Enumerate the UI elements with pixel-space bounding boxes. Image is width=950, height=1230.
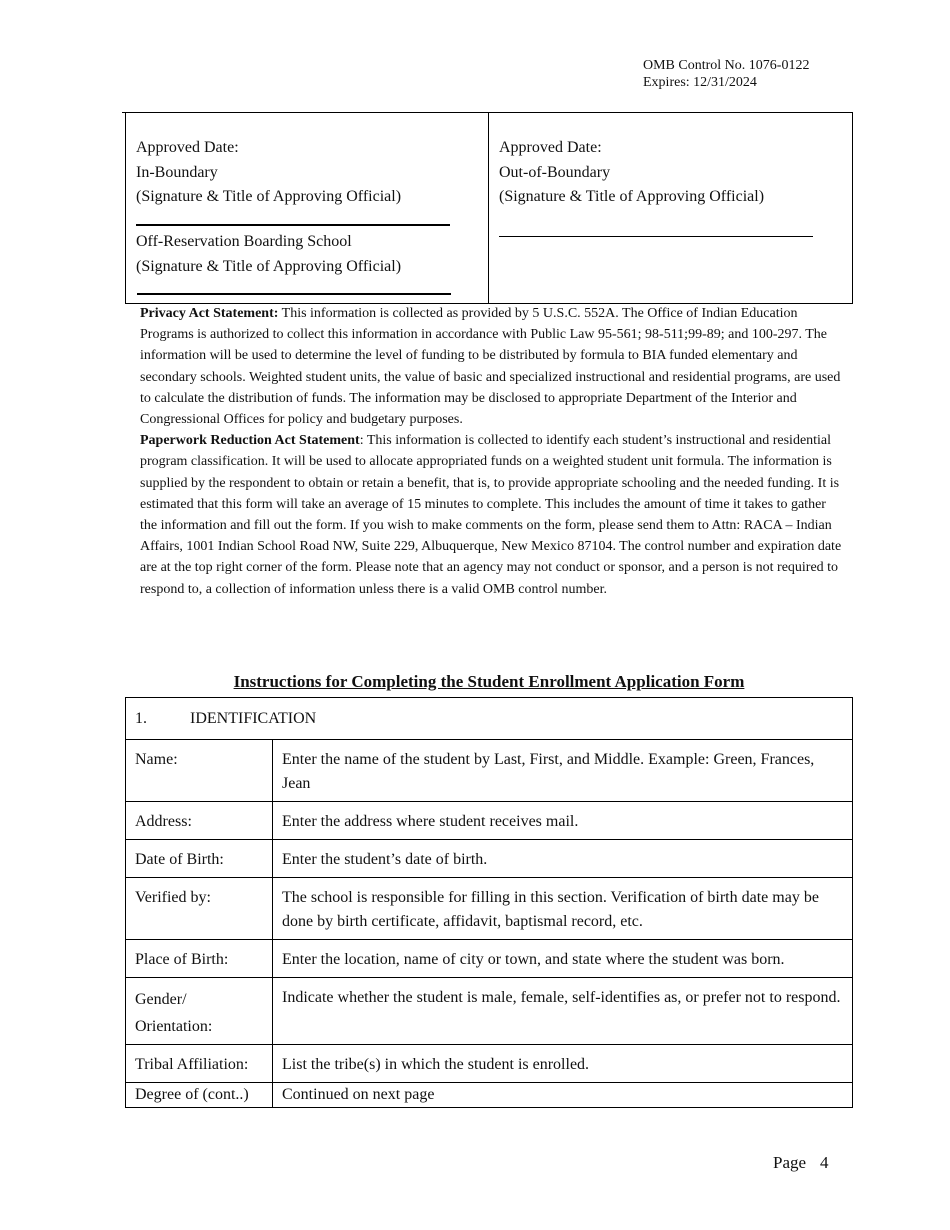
page-value: 4: [820, 1153, 829, 1172]
privacy-act-heading: Privacy Act Statement:: [140, 306, 279, 321]
table-row: [126, 802, 853, 840]
row-text: Indicate whether the student is male, female, self-identifies as, or prefer not to respond.: [273, 978, 853, 1045]
row-label: Tribal Affiliation:: [126, 1045, 273, 1083]
row-text: The school is responsible for filling in this section. Verification of birth date may be done by birth certificate, affidavit, baptismal record, etc.: [273, 878, 853, 940]
table-row: [126, 840, 853, 878]
row-text: Enter the location, name of city or town, and state where the student was born.: [273, 940, 853, 978]
row-label-line: Gender/: [135, 991, 187, 1008]
instructions-table: [125, 697, 853, 1108]
table-row: [126, 1045, 853, 1083]
page-number: [773, 1153, 829, 1173]
row-text: List the tribe(s) in which the student is enrolled.: [273, 1045, 853, 1083]
paperwork-reduction-body: : This information is collected to identify each student’s instructional and residential program classification. It will be used to allocate appropriated funds on a weighted student unit formula. The information is supplied by the respondent to obtain or retain a benefit, that is, to provide appropriate schooling and the needed funding. It is estimated that this form will take an average of 15 minutes to complete. This includes the amount of time it takes to gather the information and fill out the form. If you wish to make comments on the form, please send them to Attn: RACA – Indian Affairs, 1001 Indian School Road NW, Suite 229, Albuquerque, New Mexico 87104. The control number and expiration date are at the top right corner of the form. Please note that an agency may not conduct or sponsor, and a person is not required to respond to, a collection of information unless there is a valid OMB control number.: [140, 433, 842, 597]
signature-line[interactable]: [499, 236, 813, 237]
signature-line[interactable]: [137, 293, 451, 295]
table-row: [126, 978, 853, 1045]
privacy-act-body: This information is collected as provided by 5 U.S.C. 552A. The Office of Indian Education Programs is authorized to collect this information in accordance with Public Law 95-561; 98-511;99-89; and 100-297. The information will be used to determine the level of funding to be distributed by formula to BIA funded elementary and secondary schools. Weighted student units, the value of basic and specialized instructional and residential programs, are used to calculate the distribution of funds. The information may be disclosed to appropriate Department of the Interior and Congressional Offices for policy and budgetary purposes.: [140, 306, 841, 428]
approval-right-cell: [489, 113, 852, 303]
table-row: [126, 940, 853, 978]
omb-control-number: OMB Control No. 1076-0122: [643, 58, 810, 73]
statements: [140, 303, 842, 600]
row-label: Place of Birth:: [126, 940, 273, 978]
row-label: Date of Birth:: [126, 840, 273, 878]
section-title: IDENTIFICATION: [190, 710, 317, 727]
in-boundary-label: In-Boundary: [136, 163, 218, 181]
privacy-act-statement: [140, 303, 842, 430]
approval-left-cell: [126, 113, 489, 303]
paperwork-reduction-statement: [140, 430, 842, 600]
signature-title-label: (Signature & Title of Approving Official): [136, 257, 402, 275]
off-reservation-label: Off-Reservation Boarding School: [136, 233, 352, 250]
section-number: 1.: [135, 710, 147, 727]
section-header-row: [126, 698, 853, 740]
approved-date-label: Approved Date:: [136, 139, 239, 156]
signature-title-label: (Signature & Title of Approving Official): [136, 188, 402, 205]
row-text: Continued on next page: [273, 1083, 853, 1108]
row-label: Degree of (cont..): [126, 1083, 273, 1108]
signature-title-label: (Signature & Title of Approving Official): [499, 188, 765, 205]
table-row: [126, 878, 853, 940]
page-label: Page: [773, 1153, 807, 1172]
row-label: Name:: [126, 740, 273, 802]
row-label: Verified by:: [126, 878, 273, 940]
table-row: [126, 740, 853, 802]
paperwork-reduction-heading: Paperwork Reduction Act Statement: [140, 433, 360, 449]
instructions-title: Instructions for Completing the Student Enrollment Application Form: [233, 672, 745, 691]
approved-date-label: Approved Date:: [499, 139, 602, 156]
omb-info: [643, 57, 809, 91]
omb-expiration: Expires: 12/31/2024: [643, 75, 757, 90]
row-text: Enter the name of the student by Last, First, and Middle. Example: Green, Frances, Jean: [273, 740, 853, 802]
approval-box: [125, 112, 853, 304]
out-of-boundary-label: Out-of-Boundary: [499, 163, 611, 181]
row-text: Enter the address where student receives mail.: [273, 802, 853, 840]
row-label: Address:: [126, 802, 273, 840]
row-label-line: Orientation:: [135, 1018, 213, 1035]
signature-line[interactable]: [136, 224, 450, 226]
row-text: Enter the student’s date of birth.: [273, 840, 853, 878]
table-row: [126, 1083, 853, 1108]
row-label: [126, 978, 273, 1045]
